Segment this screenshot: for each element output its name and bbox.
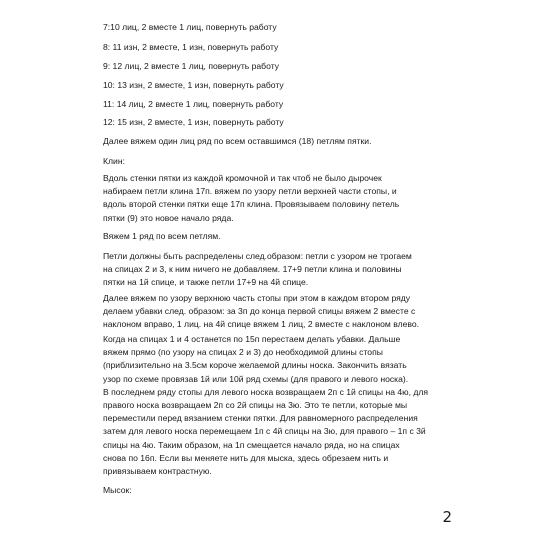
paragraph-line: делаем убавки след. образом: за 3п до конца первой спицы вяжем 2 вместе с — [103, 306, 416, 317]
paragraph-line: пятки на 1й спице, и также петли 17+9 на 4й спице. — [103, 277, 309, 288]
paragraph-line: переместили перед вязанием стенки пятки. Для равномерного распределения — [103, 413, 418, 424]
paragraph-line: Когда на спицах 1 и 4 останется по 15п перестаем делать убавки. Дальше — [103, 334, 401, 344]
paragraph-line: на спицах 2 и 3, к ним ничего не добавляем. 17+9 петли клина и половины — [103, 264, 402, 275]
paragraph-line: В последнем ряду стопы для левого носка возвращаем 2п с 1й спицы на 4ю, для — [103, 386, 429, 397]
paragraph-line: узор по схеме провязав 1й или 10й ряд схемы (для правого и левого носка). — [103, 373, 409, 384]
paragraph-line: Далее вяжем по узору верхнюю часть стопы при этом в каждом втором ряду — [103, 293, 411, 303]
paragraph-line: правого носка возвращаем 2п со 2й спицы на 3ю. Это те петли, которые мы — [103, 400, 408, 411]
paragraph-line: вдоль второй стенки пятки еще 17п клина. Провязываем половину петель — [103, 199, 400, 210]
paragraph-klin-pickup — [103, 172, 503, 225]
paragraph-line: привязываем контрастную. — [103, 466, 212, 477]
row-instruction-9: 9: 12 лиц, 2 вместе 1 лиц, повернуть работу — [103, 61, 280, 71]
paragraph-line: спицы на 4ю. Таким образом, на 1п смещается начало ряда, но на спицах — [103, 439, 400, 450]
row-instruction-10: 10: 13 изн, 2 вместе, 1 изн, повернуть работу — [103, 80, 284, 90]
klin-heading: Клин: — [103, 156, 125, 166]
paragraph-line: вяжем прямо (по узору на спицах 2 и 3) до необходимой длины стопы — [103, 347, 383, 358]
mysok-heading: Мысок: — [103, 485, 132, 495]
page-number: 2 — [442, 508, 452, 526]
paragraph-decreases — [103, 292, 503, 332]
paragraph-stitch-distribution — [103, 250, 503, 290]
paragraph-foot — [103, 333, 503, 478]
paragraph-line: затем для левого носка перемещаем 1п с 4й спицы на 3ю, для правого – 1п с 3й — [103, 426, 426, 437]
paragraph-line: Вдоль стенки пятки из каждой кромочной и так чтоб не было дырочек — [103, 173, 382, 183]
row-instruction-11: 11: 14 лиц, 2 вместе 1 лиц, повернуть работу — [103, 99, 284, 109]
row-instruction-8: 8: 11 изн, 2 вместе, 1 изн, повернуть работу — [103, 42, 279, 52]
paragraph-line: (приблизительно на 3.5см короче желаемой длины носка. Закончить вязать — [103, 360, 407, 371]
paragraph-line: набираем петли клина 17п. вяжем по узору петли верхней части стопы, и — [103, 186, 397, 197]
paragraph-line: снова по 16п. Если вы меняете нить для мыска, здесь обрезаем нить и — [103, 452, 389, 463]
row-instruction-7: 7:10 лиц, 2 вместе 1 лиц, повернуть работу — [103, 22, 277, 32]
paragraph-line: наклоном вправо, 1 лиц. на 4й спице вяжем 1 лиц, 2 вместе с наклоном влево. — [103, 319, 420, 330]
row-instruction-12: 12: 15 изн, 2 вместе, 1 изн, повернуть работу — [103, 117, 284, 127]
paragraph-one-row: Вяжем 1 ряд по всем петлям. — [103, 231, 221, 241]
after-rows-text: Далее вяжем один лиц ряд по всем оставшимся (18) петлям пятки. — [103, 136, 372, 146]
paragraph-line: Петли должны быть распределены след.образом: петли с узором не трогаем — [103, 251, 412, 261]
paragraph-line: пятки (9) это новое начало ряда. — [103, 212, 234, 223]
